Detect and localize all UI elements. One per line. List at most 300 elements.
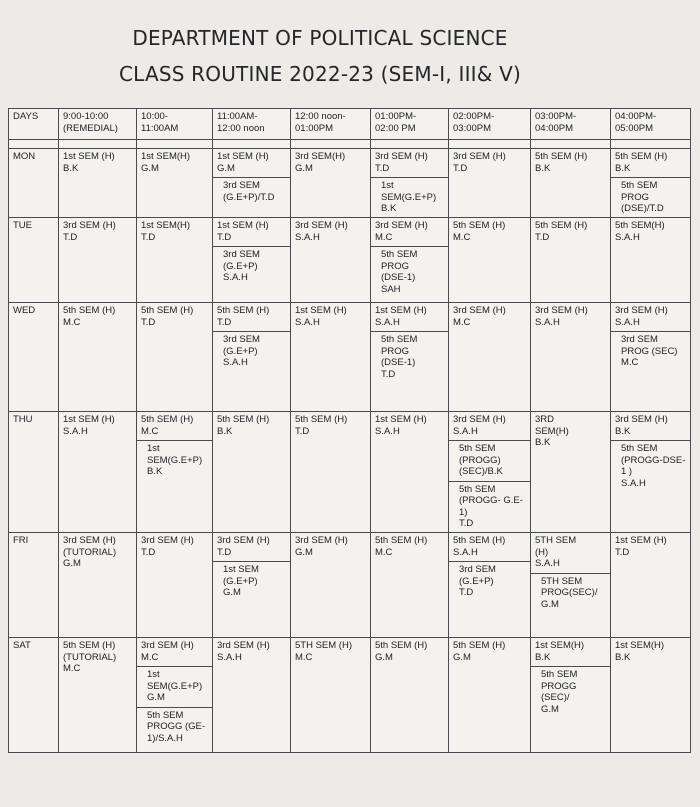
class-label: 1st SEM (H) bbox=[375, 414, 427, 425]
class-label: 5th SEM bbox=[459, 443, 496, 454]
class-cell bbox=[213, 218, 291, 303]
class-label: 5th SEM (H) bbox=[535, 151, 588, 162]
class-detail: SAH bbox=[381, 283, 401, 295]
class-detail: T.D bbox=[63, 231, 78, 243]
class-label: 5th SEM(H) bbox=[615, 220, 665, 231]
class-label: 3rd SEM (H) bbox=[453, 305, 506, 316]
class-entry bbox=[217, 151, 286, 174]
header-line: 03:00PM- bbox=[535, 111, 577, 122]
class-cell bbox=[611, 303, 691, 412]
class-detail: B.K bbox=[615, 425, 631, 437]
class-label: 5th SEM (H) bbox=[453, 220, 506, 231]
class-entry bbox=[535, 414, 606, 449]
class-detail: (PROGG-DSE-1 ) bbox=[621, 454, 686, 477]
class-cell bbox=[213, 638, 291, 753]
class-label: 3rd SEM bbox=[223, 249, 260, 260]
time-slot-header bbox=[137, 109, 213, 140]
class-entry bbox=[295, 414, 366, 437]
header-line: 02:00 PM bbox=[375, 122, 416, 134]
class-cell bbox=[291, 533, 371, 638]
class-detail: (G.E+P) bbox=[459, 575, 494, 587]
class-detail: (SEC)/ bbox=[541, 692, 570, 703]
class-label: 1st SEM(H) bbox=[141, 151, 191, 162]
class-entry bbox=[141, 414, 208, 437]
day-label: FRI bbox=[9, 533, 59, 638]
class-entry bbox=[295, 151, 366, 174]
additional-class-entry bbox=[449, 561, 530, 599]
class-entry bbox=[141, 640, 208, 663]
class-entry bbox=[375, 535, 444, 558]
class-label: 1st SEM (H) bbox=[63, 151, 115, 162]
class-cell bbox=[137, 303, 213, 412]
class-cell bbox=[611, 149, 691, 218]
additional-class-entry bbox=[371, 331, 448, 380]
class-label: 5th SEM bbox=[621, 443, 658, 454]
class-entry bbox=[615, 535, 686, 558]
class-detail: T.D bbox=[217, 546, 232, 558]
class-label: 1st SEM bbox=[223, 564, 259, 575]
class-detail: M.C bbox=[453, 316, 471, 328]
class-cell bbox=[449, 638, 531, 753]
header-line: DAYS bbox=[13, 111, 39, 122]
class-detail: SEM(G.E+P) bbox=[147, 454, 203, 466]
class-label: 1st SEM (H) bbox=[295, 305, 347, 316]
class-label: 3rd SEM bbox=[621, 334, 658, 345]
class-entry bbox=[295, 220, 366, 243]
class-entry bbox=[375, 640, 444, 663]
class-entry bbox=[535, 305, 606, 328]
class-detail: (DSE)/T.D bbox=[621, 203, 664, 214]
class-entry bbox=[141, 305, 208, 328]
class-cell bbox=[213, 303, 291, 412]
class-entry bbox=[375, 151, 444, 174]
day-row-fri bbox=[9, 533, 691, 638]
class-detail: (PROGG) bbox=[459, 454, 501, 466]
class-detail: PROG(SEC)/ bbox=[541, 587, 598, 598]
class-entry bbox=[217, 220, 286, 243]
class-cell bbox=[449, 218, 531, 303]
time-slot-header bbox=[213, 109, 291, 140]
class-detail: G.M bbox=[295, 546, 313, 558]
class-detail: B.K bbox=[147, 466, 163, 477]
routine-body bbox=[9, 149, 691, 753]
class-label: 3rd SEM (H) bbox=[453, 414, 506, 425]
time-slot-header bbox=[449, 109, 531, 140]
day-label: MON bbox=[9, 149, 59, 218]
class-detail: G.M bbox=[541, 703, 559, 715]
class-cell bbox=[291, 303, 371, 412]
class-label: 1st SEM(H) bbox=[615, 640, 665, 651]
class-cell bbox=[59, 533, 137, 638]
class-cell bbox=[291, 218, 371, 303]
class-cell bbox=[59, 303, 137, 412]
days-header bbox=[9, 109, 59, 140]
class-label: 5th SEM (H) bbox=[295, 414, 348, 425]
class-detail: M.C bbox=[141, 425, 159, 437]
class-detail: M.C bbox=[141, 651, 159, 663]
header-line: 11:00AM bbox=[141, 122, 179, 134]
class-label: 3rd SEM (H) bbox=[375, 151, 428, 162]
class-label: 1st SEM (H) bbox=[217, 151, 269, 162]
class-detail: M.C bbox=[375, 546, 393, 558]
class-cell bbox=[137, 218, 213, 303]
class-cell bbox=[531, 303, 611, 412]
class-detail: G.M bbox=[141, 162, 159, 174]
additional-class-entry bbox=[531, 666, 610, 715]
class-detail: G.M bbox=[295, 162, 313, 174]
class-detail: T.D bbox=[141, 231, 156, 243]
class-detail: B.K bbox=[535, 651, 551, 663]
class-detail: PROG bbox=[381, 345, 409, 357]
class-detail: G.M bbox=[541, 598, 559, 610]
class-entry bbox=[453, 305, 526, 328]
class-detail: T.D bbox=[381, 368, 396, 380]
class-detail: S.A.H bbox=[223, 272, 248, 283]
class-label: 5th SEM (H) bbox=[217, 305, 270, 316]
class-entry bbox=[141, 535, 208, 558]
class-label: 3RD bbox=[535, 414, 555, 425]
class-label: 3rd SEM (H) bbox=[63, 535, 116, 546]
class-label: 5th SEM bbox=[147, 709, 184, 721]
class-cell bbox=[371, 533, 449, 638]
time-slot-header bbox=[291, 109, 371, 140]
class-cell bbox=[531, 218, 611, 303]
time-slot-header bbox=[59, 109, 137, 140]
class-label: 5th SEM (H) bbox=[453, 640, 506, 651]
class-label: 3rd SEM (H) bbox=[217, 640, 270, 651]
class-detail: PROGG bbox=[541, 680, 577, 692]
class-cell bbox=[531, 149, 611, 218]
class-label: 5TH SEM bbox=[541, 575, 583, 587]
class-entry bbox=[535, 535, 606, 570]
class-label: 3rd SEM (H) bbox=[141, 640, 194, 651]
additional-class-entry bbox=[137, 707, 212, 745]
class-label: 5th SEM PROG bbox=[621, 180, 658, 203]
class-label: 5th SEM (H) bbox=[453, 535, 506, 546]
class-entry bbox=[615, 305, 686, 328]
class-entry bbox=[141, 220, 208, 243]
class-detail: (TUTORIAL) bbox=[63, 651, 117, 663]
class-entry bbox=[217, 640, 286, 663]
class-label: 5th SEM (H) bbox=[535, 220, 588, 231]
class-detail: PROG bbox=[381, 260, 409, 272]
class-detail: S.A.H bbox=[535, 558, 560, 569]
header-line: 01:00PM bbox=[295, 122, 334, 134]
additional-class-entry bbox=[611, 331, 690, 369]
class-detail: B.K bbox=[63, 162, 79, 174]
class-label: 3rd SEM (H) bbox=[535, 305, 588, 316]
header-line: 01:00PM- bbox=[375, 111, 417, 122]
additional-class-entry bbox=[213, 331, 290, 369]
class-cell bbox=[291, 412, 371, 533]
class-cell bbox=[371, 149, 449, 218]
class-label: 5th SEM bbox=[459, 483, 496, 495]
class-detail: SEM(G.E+P) bbox=[381, 191, 437, 203]
header-line: 02:00PM- bbox=[453, 111, 495, 122]
class-cell bbox=[213, 149, 291, 218]
class-entry bbox=[217, 414, 286, 437]
class-label: 5th SEM bbox=[541, 669, 578, 680]
additional-class-entry bbox=[213, 177, 290, 203]
day-label: WED bbox=[9, 303, 59, 412]
class-detail: S.A.H bbox=[63, 425, 88, 437]
class-cell bbox=[137, 533, 213, 638]
class-detail: T.D bbox=[217, 231, 232, 243]
class-label: 1st bbox=[147, 443, 160, 454]
class-detail: (SEC)/B.K bbox=[459, 466, 503, 477]
class-detail: (G.E+P) bbox=[223, 575, 258, 587]
class-label: 5th SEM bbox=[381, 249, 418, 260]
class-entry bbox=[63, 640, 132, 675]
class-detail: S.A.H bbox=[453, 546, 478, 558]
class-entry bbox=[615, 640, 686, 663]
class-detail: (H) bbox=[535, 546, 549, 558]
class-label: 5TH SEM bbox=[535, 535, 577, 546]
day-row-sat bbox=[9, 638, 691, 753]
class-detail: PROGG (GE- bbox=[147, 721, 206, 732]
class-detail: S.A.H bbox=[621, 477, 646, 489]
additional-class-entry bbox=[137, 440, 212, 478]
class-label: 3rd SEM (H) bbox=[615, 305, 668, 316]
routine-table bbox=[8, 108, 691, 753]
header-line: 11:00AM- bbox=[217, 111, 258, 122]
class-cell bbox=[531, 412, 611, 533]
page-title: DEPARTMENT OF POLITICAL SCIENCE bbox=[132, 26, 508, 50]
additional-class-entry bbox=[449, 481, 530, 530]
class-detail: B.K bbox=[615, 162, 631, 174]
class-detail: T.D bbox=[295, 425, 310, 437]
class-entry bbox=[375, 220, 444, 243]
header-line: 12:00 noon- bbox=[295, 111, 346, 122]
class-detail: M.C bbox=[621, 357, 639, 368]
class-entry bbox=[453, 640, 526, 663]
class-label: 5TH SEM (H) bbox=[295, 640, 352, 651]
class-entry bbox=[295, 640, 366, 663]
class-cell bbox=[137, 638, 213, 753]
class-cell bbox=[137, 149, 213, 218]
class-entry bbox=[535, 220, 606, 243]
class-detail: T.D bbox=[459, 587, 474, 598]
class-label: 1st SEM(H) bbox=[141, 220, 191, 231]
class-detail: S.A.H bbox=[453, 425, 478, 437]
class-label: 5th SEM (H) bbox=[375, 535, 428, 546]
class-entry bbox=[295, 535, 366, 558]
class-detail: G.M bbox=[63, 558, 81, 569]
class-entry bbox=[453, 220, 526, 243]
class-cell bbox=[213, 412, 291, 533]
header-line: 10:00- bbox=[141, 111, 168, 122]
class-label: 3rd SEM(H) bbox=[295, 151, 346, 162]
class-detail: G.M bbox=[453, 651, 471, 663]
class-detail: S.A.H bbox=[615, 316, 640, 328]
class-detail: T.D bbox=[375, 162, 390, 174]
class-label: 5th SEM (H) bbox=[217, 414, 270, 425]
class-detail: (TUTORIAL) bbox=[63, 546, 117, 558]
header-row bbox=[9, 109, 691, 140]
class-detail: (DSE-1) bbox=[381, 272, 416, 283]
class-detail: (PROGG- G.E-1) bbox=[459, 495, 523, 518]
class-detail: M.C bbox=[63, 663, 81, 674]
class-label: 5th SEM (H) bbox=[63, 640, 116, 651]
class-cell bbox=[213, 533, 291, 638]
class-entry bbox=[535, 151, 606, 174]
spacer-row bbox=[9, 140, 691, 149]
class-detail: (DSE-1) bbox=[381, 357, 416, 368]
header-line: 05:00PM bbox=[615, 122, 654, 134]
class-entry bbox=[63, 220, 132, 243]
day-label: THU bbox=[9, 412, 59, 533]
day-row-wed bbox=[9, 303, 691, 412]
page-subtitle: CLASS ROUTINE 2022-23 (SEM-I, III& V) bbox=[118, 62, 522, 86]
class-entry bbox=[453, 535, 526, 558]
time-slot-header bbox=[611, 109, 691, 140]
class-detail: S.A.H bbox=[217, 651, 242, 663]
additional-class-entry bbox=[611, 440, 690, 489]
day-row-mon bbox=[9, 149, 691, 218]
class-label: 3rd SEM (H) bbox=[63, 220, 116, 231]
class-detail: S.A.H bbox=[223, 357, 248, 368]
class-label: 5th SEM (H) bbox=[141, 305, 194, 316]
class-entry bbox=[615, 151, 686, 174]
class-detail: S.A.H bbox=[615, 231, 640, 243]
class-entry bbox=[63, 414, 132, 437]
class-detail: 1)/S.A.H bbox=[147, 732, 183, 744]
additional-class-entry bbox=[371, 177, 448, 215]
class-cell bbox=[371, 218, 449, 303]
class-entry bbox=[141, 151, 208, 174]
class-cell bbox=[59, 412, 137, 533]
class-cell bbox=[371, 412, 449, 533]
class-label: 3rd SEM (H) bbox=[375, 220, 428, 231]
header-line: 12:00 noon bbox=[217, 122, 265, 134]
class-detail: S.A.H bbox=[375, 425, 400, 437]
class-detail: S.A.H bbox=[295, 316, 320, 328]
class-cell bbox=[291, 149, 371, 218]
class-detail: G.M bbox=[147, 692, 165, 703]
class-detail: T.D bbox=[141, 316, 156, 328]
additional-class-entry bbox=[213, 246, 290, 284]
class-entry bbox=[535, 640, 606, 663]
class-detail: T.D bbox=[459, 518, 474, 529]
class-cell bbox=[137, 412, 213, 533]
class-entry bbox=[295, 305, 366, 328]
class-entry bbox=[217, 535, 286, 558]
class-label: 1st SEM (H) bbox=[615, 535, 667, 546]
class-detail: M.C bbox=[453, 231, 471, 243]
class-entry bbox=[375, 414, 444, 437]
additional-class-entry bbox=[137, 666, 212, 704]
header-line: (REMEDIAL) bbox=[63, 122, 118, 134]
class-cell bbox=[449, 412, 531, 533]
class-label: 1st SEM (H) bbox=[375, 305, 427, 316]
day-label: TUE bbox=[9, 218, 59, 303]
day-row-thu bbox=[9, 412, 691, 533]
class-label: 1st SEM(H) bbox=[535, 640, 585, 651]
class-detail: T.D bbox=[615, 546, 630, 558]
class-label: 5th SEM (H) bbox=[63, 305, 116, 316]
class-cell bbox=[611, 638, 691, 753]
class-cell bbox=[449, 303, 531, 412]
class-entry bbox=[453, 414, 526, 437]
class-cell bbox=[59, 218, 137, 303]
class-label: 5th SEM (H) bbox=[141, 414, 194, 425]
time-slot-header bbox=[371, 109, 449, 140]
class-detail: SEM(H) bbox=[535, 425, 569, 437]
additional-class-entry bbox=[531, 573, 610, 611]
class-detail: (G.E+P) bbox=[223, 260, 258, 272]
class-cell bbox=[611, 218, 691, 303]
class-label: 3rd SEM (H) bbox=[295, 220, 348, 231]
header-line: 03:00PM bbox=[453, 122, 492, 134]
class-label: 3rd SEM (H) bbox=[295, 535, 348, 546]
class-cell bbox=[531, 638, 611, 753]
class-label: 3rd SEM bbox=[223, 334, 260, 345]
class-detail: S.A.H bbox=[295, 231, 320, 243]
class-entry bbox=[63, 151, 132, 174]
class-detail: (G.E+P) bbox=[223, 345, 258, 357]
class-detail: T.D bbox=[141, 546, 156, 558]
class-detail: B.K bbox=[217, 425, 233, 437]
class-detail: T.D bbox=[217, 316, 232, 328]
class-entry bbox=[63, 535, 132, 570]
class-label: 5th SEM bbox=[381, 334, 418, 345]
class-cell bbox=[449, 533, 531, 638]
class-detail: PROG (SEC) bbox=[621, 345, 678, 357]
class-cell bbox=[371, 303, 449, 412]
class-entry bbox=[63, 305, 132, 328]
class-detail: T.D bbox=[535, 231, 550, 243]
class-detail: M.C bbox=[63, 316, 81, 328]
class-cell bbox=[611, 533, 691, 638]
class-label: 3rd SEM (H) bbox=[453, 151, 506, 162]
class-detail: B.K bbox=[615, 651, 631, 663]
class-label: 3rd SEM (H) bbox=[141, 535, 194, 546]
class-detail: S.A.H bbox=[535, 316, 560, 328]
additional-class-entry bbox=[449, 440, 530, 478]
additional-class-entry bbox=[611, 177, 690, 215]
day-label: SAT bbox=[9, 638, 59, 753]
class-cell bbox=[531, 533, 611, 638]
class-cell bbox=[371, 638, 449, 753]
day-row-tue bbox=[9, 218, 691, 303]
class-label: 1st bbox=[381, 180, 394, 191]
class-cell bbox=[59, 149, 137, 218]
header-line: 04:00PM- bbox=[615, 111, 657, 122]
class-label: 5th SEM (H) bbox=[615, 151, 668, 162]
additional-class-entry bbox=[371, 246, 448, 295]
class-label: 3rd SEM bbox=[223, 180, 260, 191]
class-label: 3rd SEM (H) bbox=[217, 535, 270, 546]
time-slot-header bbox=[531, 109, 611, 140]
class-entry bbox=[453, 151, 526, 174]
class-detail: G.M bbox=[375, 651, 393, 663]
class-detail: G.M bbox=[223, 587, 241, 598]
header-line: 04:00PM bbox=[535, 122, 574, 134]
class-detail: G.M bbox=[217, 162, 235, 174]
class-detail: (G.E+P)/T.D bbox=[223, 191, 275, 203]
class-entry bbox=[615, 220, 686, 243]
class-label: 1st SEM (H) bbox=[217, 220, 269, 231]
class-label: 3rd SEM (H) bbox=[615, 414, 668, 425]
class-detail: T.D bbox=[453, 162, 468, 174]
class-detail: SEM(G.E+P) bbox=[147, 680, 203, 692]
class-label: 1st SEM (H) bbox=[63, 414, 115, 425]
class-entry bbox=[217, 305, 286, 328]
class-detail: B.K bbox=[535, 437, 551, 448]
additional-class-entry bbox=[213, 561, 290, 599]
class-detail: M.C bbox=[295, 651, 313, 663]
class-entry bbox=[375, 305, 444, 328]
